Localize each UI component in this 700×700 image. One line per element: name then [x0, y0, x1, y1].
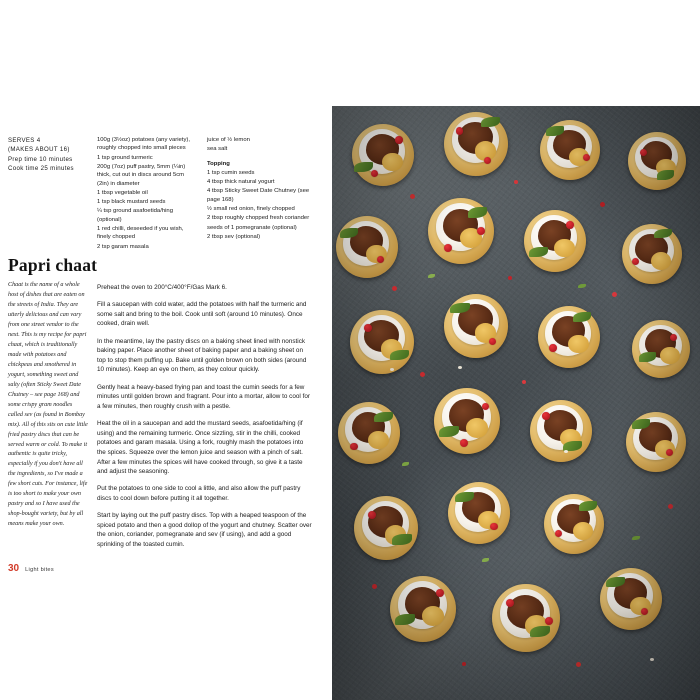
ingredient-item: juice of ½ lemon — [207, 137, 250, 143]
serves-block — [8, 136, 92, 173]
recipe-intro: Chaat is the name of a whole host of dishes that are eaten on the streets of India. They are utterly delicious and can vary from one street vendor to the next. This is my recipe for papri chaat, which is traditionally made with potatoes and chickpeas and smothered in yogurt, something sweet and salty (often Sticky Sweet Date Chutney – see page 168) and some crispy gram noodles called sev (as found in Bombay mix). All of this sits on cute little fried pastry discs that can be served warm or cold. To make it authentic is quite tricky, especially if you don't have all the ingredients, so I've made a few short cuts. For instance, life is too short to make your own pastry and so I have used the shop-bought variety, but by all means make your own. — [8, 282, 88, 528]
page-title: Papri chaat — [8, 255, 98, 275]
ingredient-item: ½ small red onion, finely chopped — [207, 206, 295, 213]
ingredient-item: seeds of 1 pomegranate (optional) — [207, 224, 297, 231]
ingredient-item: 4 tbsp Sticky Sweet Date Chutney (see page 168) — [207, 188, 310, 203]
recipe-photograph — [332, 106, 700, 700]
method-step: Fill a saucepan with cold water, add the potatoes with half the turmeric and some salt and bring to the boil. Cook until soft (around 10 minutes). Once cooked, drain well. — [97, 301, 307, 328]
method-step: Start by laying out the puff pastry discs. Top with a heaped teaspoon of the spiced potato and then a good dollop of the yogurt and chutney. Scatter over the onion, coriander, pomegranate and sev (if using), and add a good sprinkling of the toasted cumin. — [97, 512, 312, 549]
method-step: In the meantime, lay the pastry discs on a baking sheet lined with nonstick baking paper. Place another sheet of baking paper and a baking sheet on top to stop them puffing up. Bake until golden brown on both sides (around 10 minutes). Keep an eye on them, as they colour quickly. — [97, 337, 307, 374]
section-name: Light bites — [25, 567, 54, 573]
cook-time: Cook time 25 minutes — [8, 164, 74, 172]
ingredient-item: 1 tsp black mustard seeds — [97, 199, 166, 206]
makes-line: (MAKES ABOUT 16) — [8, 146, 70, 154]
topping-heading: Topping — [207, 160, 230, 167]
ingredient-item: 100g (3½oz) potatoes (any variety), roughly chopped into small pieces — [97, 137, 190, 152]
method-step: Heat the oil in a saucepan and add the mustard seeds, asafoetida/hing (if using) and the remaining turmeric. Once sizzling, stir in the chilli, cooked potatoes and garam masala. Using a fork, roughly mash the potatoes into the spices. Squeeze over the lemon juice and season with a pinch of salt. After a few minutes the spices will have cooked through, so give it a taste and adjust the seasoning. — [97, 420, 304, 476]
recipe-text-page — [0, 0, 332, 700]
ingredient-item: 2 tsp garam masala — [97, 243, 149, 250]
ingredient-item: 1 tbsp vegetable oil — [97, 189, 148, 196]
method-step: Preheat the oven to 200°C/400°F/Gas Mark 6. — [97, 284, 227, 291]
ingredient-item: 200g (7oz) puff pastry, 5mm (¼in) thick, cut out in discs around 5cm (2in) in diameter — [97, 163, 186, 187]
folio — [8, 563, 54, 574]
serves-line: SERVES 4 — [8, 137, 41, 144]
ingredient-item: sea salt — [207, 146, 228, 153]
ingredients-column-2 — [207, 136, 315, 242]
ingredient-item: 1 red chilli, deseeded if you wish, finely chopped — [97, 226, 184, 241]
ingredient-item: 2 tbsp roughly chopped fresh coriander — [207, 215, 310, 222]
prep-time: Prep time 10 minutes — [8, 155, 73, 163]
page-number: 30 — [8, 563, 20, 574]
method-step: Put the potatoes to one side to cool a little, and also allow the puff pastry discs to cool down before putting it all together. — [97, 485, 301, 503]
method-step: Gently heat a heavy-based frying pan and toast the cumin seeds for a few minutes until golden brown and fragrant. Pour into a mortar, allow to cool for a few minutes, then roughly crush with a pestle. — [97, 383, 310, 410]
ingredient-item: ¼ tsp ground asafoetida/hing (optional) — [97, 208, 173, 223]
ingredient-item: 4 tbsp thick natural yogurt — [207, 179, 275, 186]
photo-vignette — [332, 106, 700, 700]
ingredient-item: 1 tsp cumin seeds — [207, 169, 255, 176]
ingredients-column-1 — [97, 136, 197, 252]
ingredient-item: 2 tbsp sev (optional) — [207, 233, 261, 240]
ingredient-item: 1 tsp ground turmeric — [97, 154, 153, 161]
method-steps — [97, 283, 312, 557]
